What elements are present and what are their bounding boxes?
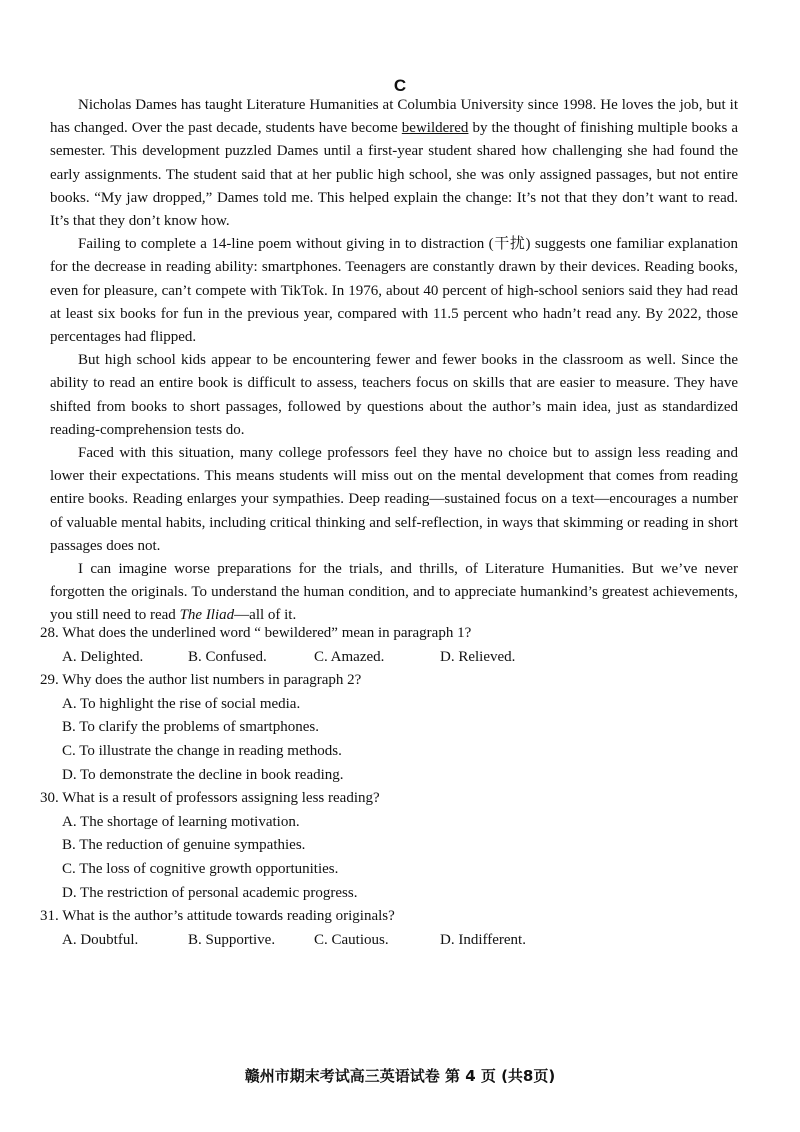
option-b: B. The reduction of genuine sympathies. [62, 837, 306, 854]
question-stem: 28. What does the underlined word “ bewildered” mean in paragraph 1? [40, 625, 472, 641]
option-a: A. To highlight the rise of social media. [62, 695, 301, 712]
option-d: D. Relieved. [440, 648, 516, 665]
question-30 [40, 787, 740, 905]
option-d: D. To demonstrate the decline in book reading. [62, 766, 344, 783]
paragraph-1-text-start: Nicholas Dames has taught Literature Humanities at Columbia University since 1998. He loves the job, but it has changed. Over the past decade, students have become [50, 97, 738, 137]
option-c: C. Amazed. [314, 648, 385, 665]
question-28 [40, 622, 740, 669]
option-a: A. Delighted. [62, 648, 144, 665]
question-29 [40, 669, 740, 787]
option-d: D. The restriction of personal academic progress. [62, 884, 358, 901]
options-list [40, 811, 740, 905]
page-footer: 赣州市期末考试高三英语试卷 第 4 页 (共8页) [244, 1067, 556, 1085]
option-b: B. Supportive. [188, 931, 276, 948]
option-b: B. Confused. [188, 648, 267, 665]
paragraph-4: Faced with this situation, many college professors feel they have no choice but to assign less reading and lower their expectations. This means students will miss out on the mental development that comes from reading entire books. Reading enlarges your sympathies. Deep reading—sustained focus on a text—encourages a number of valuable mental habits, including critical thinking and self-reflection, in ways that skimming or reading in short passages does not. [50, 445, 738, 554]
option-a: A. The shortage of learning motivation. [62, 813, 300, 830]
option-a: A. Doubtful. [62, 931, 139, 948]
section-label: C [393, 76, 407, 95]
paragraph-5-text-end: —all of it. [234, 607, 297, 624]
reading-passage [50, 94, 738, 628]
option-d: D. Indifferent. [440, 931, 526, 948]
option-c: C. Cautious. [314, 931, 389, 948]
questions-list [40, 622, 740, 952]
options-list [40, 693, 740, 787]
options-row [40, 646, 740, 670]
paragraph-5 [50, 558, 738, 628]
option-b: B. To clarify the problems of smartphones. [62, 719, 319, 736]
option-c: C. The loss of cognitive growth opportunities. [62, 860, 339, 877]
question-31 [40, 905, 740, 952]
options-row [40, 929, 740, 953]
paragraph-2: Failing to complete a 14-line poem without giving in to distraction (干扰) suggests one familiar explanation for the decrease in reading ability: smartphones. Teenagers are constantly drawn by their devices. Reading books, even for pleasure, can’t compete with TikTok. In 1976, about 40 percent of high-school seniors said they had read at least six books for fun in the previous year, compared with 11.5 percent who hadn’t read any. By 2022, those percentages had flipped. [50, 236, 738, 346]
paragraph-1 [50, 94, 738, 233]
question-stem: 30. What is a result of professors assigning less reading? [40, 790, 380, 807]
book-title: The Iliad [179, 607, 235, 624]
question-stem: 29. Why does the author list numbers in paragraph 2? [40, 672, 362, 689]
paragraph-1-text-end: by the thought of finishing multiple books a semester. This development puzzled Dames until a first-year student shared how challenging she had found the early assignments. The student said that at her public high school, she was only assigned passages, but not entire books. “My jaw dropped,” Dames told me. This helped explain the change: It’s not that they don’t want to read. It’s that they don’t know how. [50, 120, 738, 230]
option-c: C. To illustrate the change in reading methods. [62, 742, 342, 759]
underlined-word: bewildered [401, 120, 469, 137]
paragraph-3: But high school kids appear to be encountering fewer and fewer books in the classroom as well. Since the ability to read an entire book is difficult to assess, teachers focus on skills that are easier to measure. They have shifted from books to short passages, followed by questions about the author’s main idea, just as standardized reading-comprehension tests do. [50, 352, 738, 438]
paragraph-5-text-start: I can imagine worse preparations for the trials, and thrills, of Literature Humanities. But we’ve never forgotten the originals. To understand the human condition, and to appreciate humankind’s greatest achievements, you still need to read [50, 561, 738, 624]
question-stem: 31. What is the author’s attitude towards reading originals? [40, 908, 395, 925]
